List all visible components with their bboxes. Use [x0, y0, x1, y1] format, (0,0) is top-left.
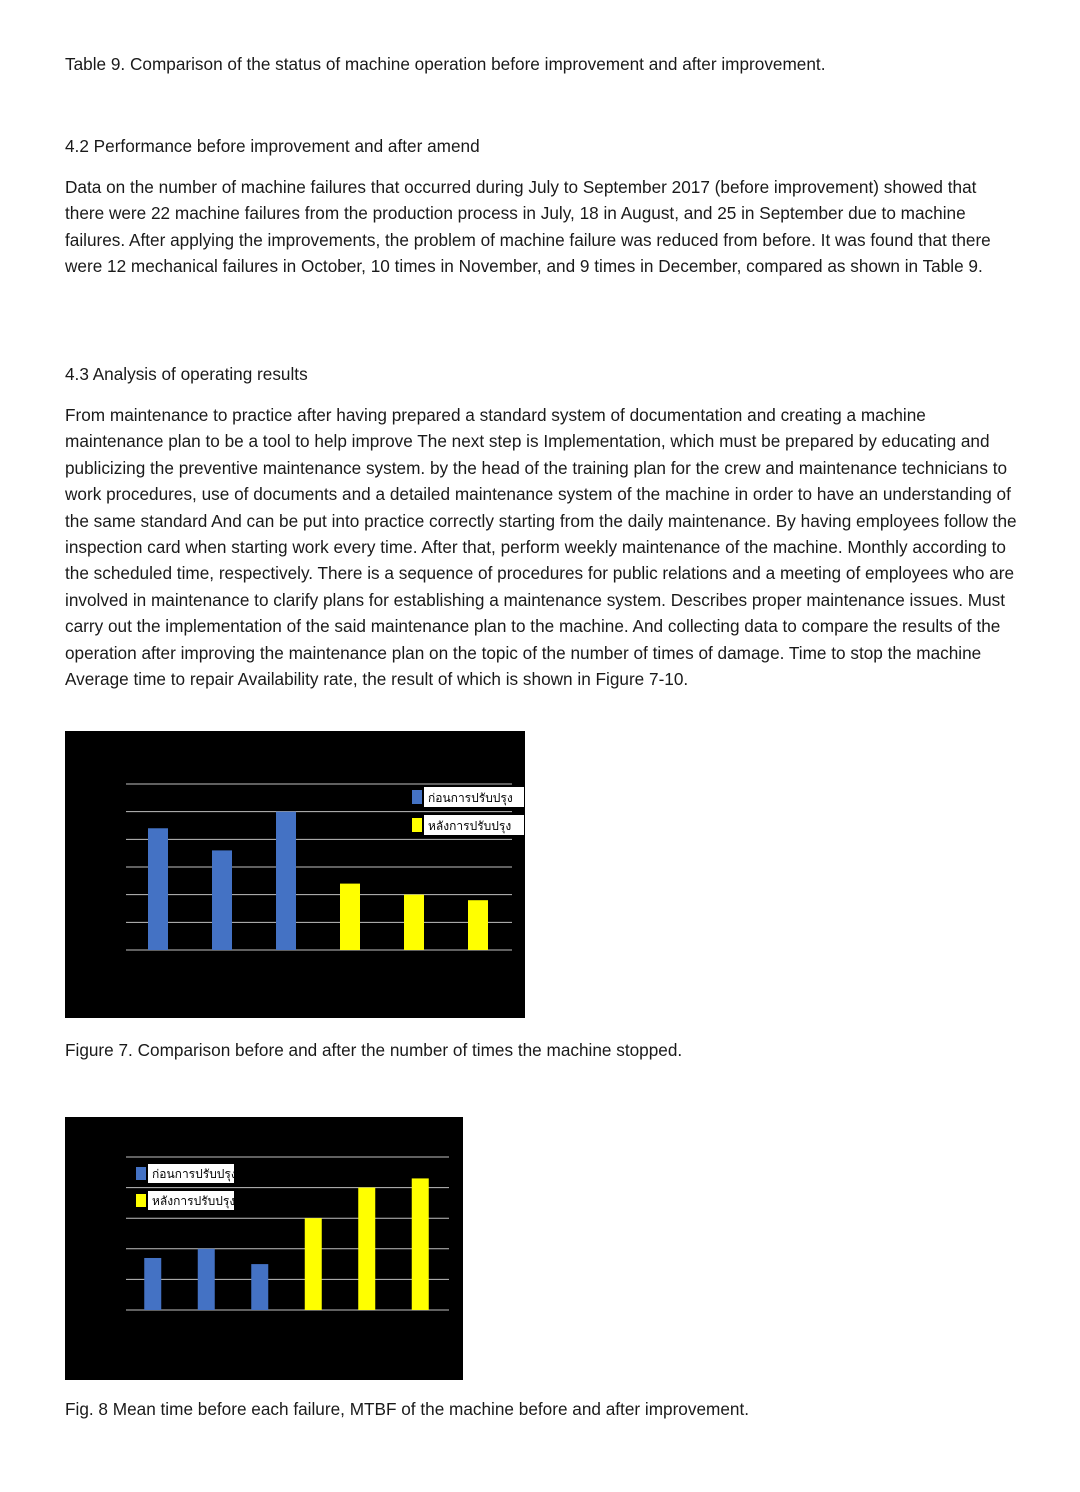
figure8-legend-swatch [136, 1167, 146, 1180]
figure8-bar-jul [144, 1258, 161, 1310]
figure7-caption: Figure 7. Comparison before and after the number of times the machine stopped. [65, 1040, 683, 1060]
figure8-bar-sep [251, 1264, 268, 1310]
figure8-bar-aug [198, 1249, 215, 1310]
figure7-bar-aug [212, 850, 232, 950]
figure7-svg [65, 731, 525, 1018]
figure7-bar-sep [276, 812, 296, 950]
figure8-legend-swatch [136, 1194, 146, 1207]
figure7-bar-oct [340, 884, 360, 950]
figure8-bar-dec [412, 1178, 429, 1310]
figure8-legend-label: หลังการปรับปรุง [152, 1194, 236, 1208]
section-4-2-paragraph: Data on the number of machine failures that occurred during July to September 2017 (before improvement) showed that there were 22 machine failures from the production process in July, 18 in August, and 25 in September due to machine failures. After applying the improvements, the problem of machine failure was reduced from before. It was found that there were 12 mechanical failures in October, 10 times in November, and 9 times in December, compared as shown in Table 9. [65, 177, 991, 277]
figure7-legend-swatch [412, 790, 422, 804]
figure8-bar-nov [358, 1188, 375, 1310]
table-caption: Table 9. Comparison of the status of machine operation before improvement and after improvement. [65, 54, 826, 74]
figure7-bar-jul [148, 828, 168, 950]
figure7-legend-label: หลังการปรับปรุง [428, 819, 512, 833]
figure7-legend-swatch [412, 818, 422, 832]
section-4-2-heading: 4.2 Performance before improvement and after amend [65, 136, 480, 156]
figure7-bar-nov [404, 895, 424, 950]
figure8-svg [65, 1117, 463, 1380]
figure7-chart [65, 731, 525, 1018]
figure8-chart [65, 1117, 463, 1380]
figure7-bar-dec [468, 900, 488, 950]
figure8-bar-oct [305, 1218, 322, 1310]
figure8-legend-label: ก่อนการปรับปรุง [152, 1167, 237, 1181]
figure7-legend-label: ก่อนการปรับปรุง [428, 791, 513, 805]
section-4-3-heading: 4.3 Analysis of operating results [65, 364, 308, 384]
figure8-caption: Fig. 8 Mean time before each failure, MTBF of the machine before and after improvement. [65, 1399, 750, 1419]
section-4-3-paragraph: From maintenance to practice after having prepared a standard system of documentation and creating a machine maintenance plan to be a tool to help improve The next step is Implementation, which must be prepared by educating and publicizing the preventive maintenance system. by the head of the training plan for the crew and maintenance technicians to work procedures, use of documents and a detailed maintenance system of the machine in order to have an understanding of the same standard And can be put into practice correctly starting from the daily maintenance. By having employees follow the inspection card when starting work every time. After that, perform weekly maintenance of the machine. Monthly according to the scheduled time, respectively. There is a sequence of procedures for public relations and a meeting of employees who are involved in maintenance to clarify plans for establishing a maintenance system. Describes proper maintenance issues. Must carry out the implementation of the said maintenance plan to the machine. And collecting data to compare the results of the operation after improving the maintenance plan on the topic of the number of times of damage. Time to stop the machine Average time to repair Availability rate, the result of which is shown in Figure 7-10. [65, 405, 1017, 690]
